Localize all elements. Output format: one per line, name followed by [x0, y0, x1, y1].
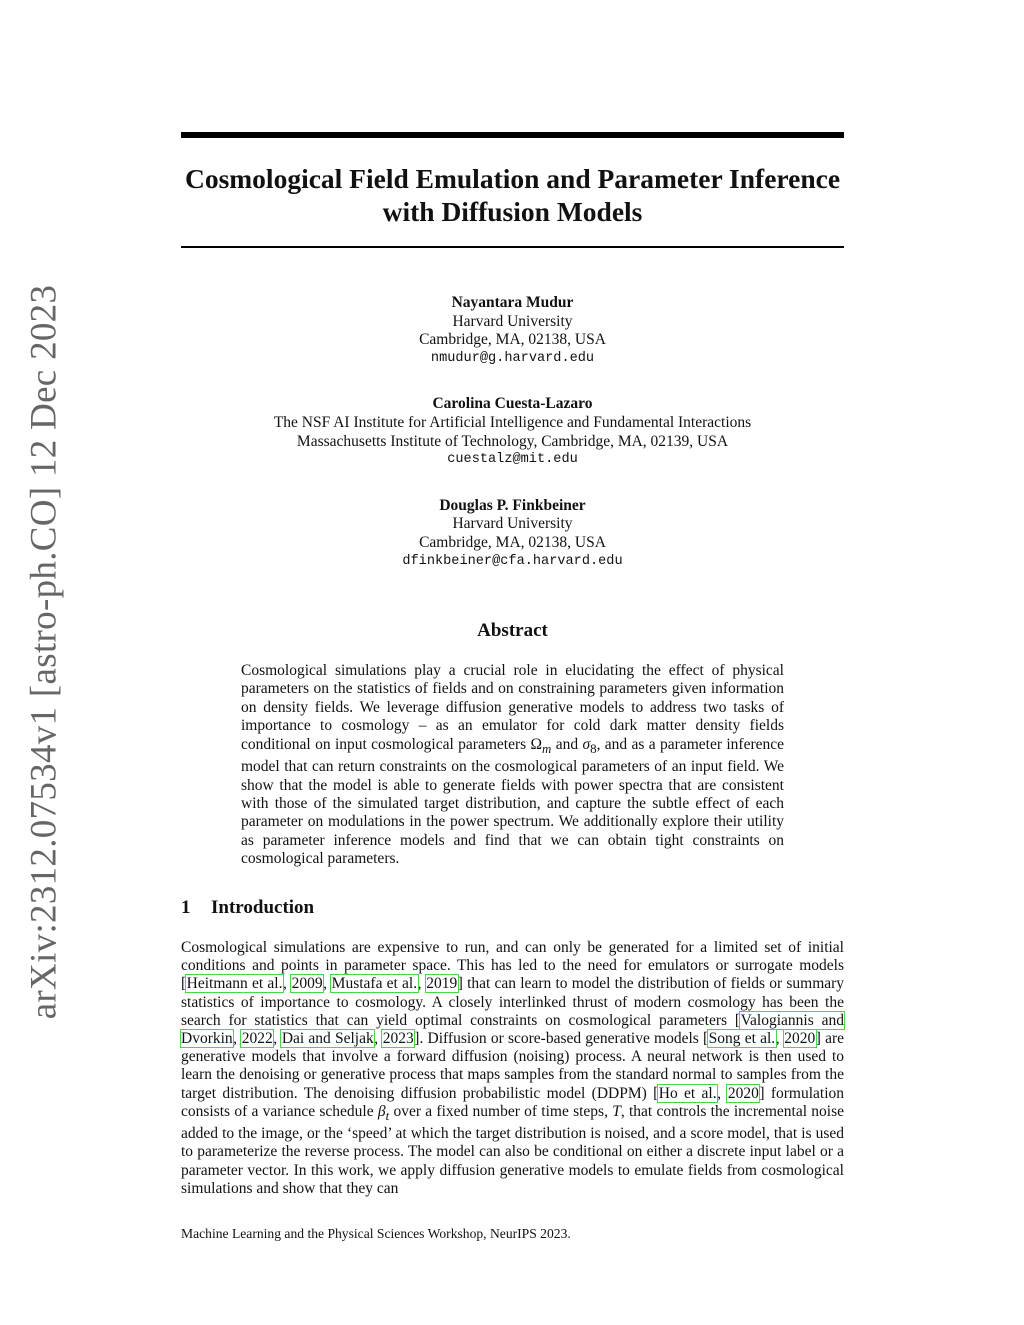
- section-heading-introduction: [181, 897, 314, 919]
- author-block: [181, 497, 844, 571]
- author-block: [181, 395, 844, 469]
- citation-link[interactable]: Valogiannis and Dvorkin: [181, 1011, 844, 1048]
- author-affiliation: Massachusetts Institute of Technology, Cambridge, MA, 02139, USA: [296, 432, 729, 450]
- citation-link[interactable]: Ho et al.: [658, 1084, 717, 1102]
- introduction-body: Cosmological simulations are expensive to run, and can only be generated for a limited set of initial conditions and points in parameter space. This has led to the need for emulators or surrogate models [Heitmann et al., 2009, Mustafa et al., 2019] that can learn to model the distribution of fields or summary statistics of importance to cosmology. A closely interlinked thrust of modern cosmology has been the search for statistics that can yield optimal constraints on cosmological parameters [Valogiannis and Dvorkin, 2022, Dai and Seljak, 2023]. Diffusion or score-based generative models [Song et al., 2020] are generative models that involve a forward diffusion (noising) process. A neural network is then used to learn the denoising or generative process that maps samples from the standard normal to samples from the target distribution. The denoising diffusion probabilistic model (DDPM) [Ho et al., 2020] formulation consists of a variance schedule $\beta_t$ over a fixed number of time steps, T, that controls the incremental noise added to the image, or the ‘speed’ at which the target distribution is noised, and a score model, that is used to parameterize the reverse process. The model can also be conditional on either a discrete input label or a parameter vector. In this work, we apply diffusion generative models to emulate fields from cosmological simulations and show that they can: [181, 939, 845, 1197]
- citation-link[interactable]: 2009: [291, 975, 323, 993]
- author-list: [181, 294, 844, 598]
- sigma-subscript: 8: [590, 740, 597, 756]
- author-block: [181, 294, 844, 368]
- author-affiliation: Harvard University: [452, 312, 573, 330]
- title-rule-bottom: [181, 246, 844, 248]
- author-email[interactable]: dfinkbeiner@cfa.harvard.edu: [402, 553, 623, 569]
- intro-text: ]. Diffusion or score-based generative models [: [414, 1030, 709, 1048]
- citation-link[interactable]: Dai and Seljak: [281, 1030, 374, 1048]
- citation-link[interactable]: 2019: [426, 975, 458, 993]
- sigma-letter: σ: [582, 735, 591, 753]
- author-affiliation: Cambridge, MA, 02138, USA: [419, 331, 606, 349]
- intro-text: over a fixed number of time steps,: [389, 1102, 613, 1120]
- beta-letter: β: [377, 1102, 386, 1120]
- intro-text: ] that can learn to model the distribution of fields or summary statistics of importance to cosmology. A closely interlinked thrust of modern cosmology has been the search for statistics that can yield optimal constraints on cosmological parameters [: [181, 975, 845, 1029]
- citation-link[interactable]: Song et al.: [708, 1030, 776, 1048]
- citation-link[interactable]: 2023: [382, 1030, 414, 1048]
- abstract-text: and: [551, 735, 583, 753]
- section-number: 1: [181, 897, 191, 918]
- abstract-text: Cosmological simulations play a crucial role in elucidating the effect of physical parameters on the statistics of fields and on constraining parameters given information on density fields. We leverage diffusion generative models to address two tasks of importance to cosmology – as an emulator for cold dark matter density fields conditional on input cosmological parameters: [241, 662, 784, 753]
- citation-link[interactable]: Mustafa et al.: [331, 975, 418, 993]
- citation-link[interactable]: 2020: [784, 1030, 816, 1048]
- author-name: Nayantara Mudur: [451, 294, 574, 311]
- beta-symbol: [377, 1102, 390, 1123]
- author-name: Carolina Cuesta-Lazaro: [432, 395, 593, 413]
- title-rule-top: [181, 132, 844, 138]
- abstract-body: [241, 662, 784, 869]
- author-name: Douglas P. Finkbeiner: [439, 496, 586, 514]
- omega-letter: Ω: [530, 735, 543, 753]
- intro-text: Cosmological simulations are expensive to run, and can only be generated for a limited set of initial conditions and points in parameter space. This has led to the need for emulators or surrogate models [: [181, 939, 844, 993]
- author-affiliation: Harvard University: [452, 515, 573, 533]
- intro-text: , that controls the incremental noise added to the image, or the ‘speed’ at which the target distribution is noised, and a score model, that is used to parameterize the reverse process. The model can also be conditional on either a discrete input label or a parameter vector. In this work, we apply diffusion generative models to emulate fields from cosmological simulations and show that they can: [181, 1102, 845, 1197]
- citation-link[interactable]: 2020: [727, 1084, 759, 1102]
- author-email[interactable]: cuestalz@mit.edu: [447, 452, 578, 468]
- footer-venue: Machine Learning and the Physical Sciences Workshop, NeurIPS 2023.: [181, 1226, 571, 1241]
- citation-link[interactable]: 2022: [241, 1030, 273, 1048]
- author-affiliation: The NSF AI Institute for Artificial Intelligence and Fundamental Interactions: [273, 413, 752, 431]
- omega-subscript: m: [542, 740, 552, 756]
- citation-link[interactable]: Heitmann et al.: [186, 975, 283, 993]
- abstract-heading: Abstract: [477, 620, 548, 641]
- sigma-symbol: [582, 735, 597, 756]
- abstract-text: , and as a parameter inference model that can return constraints on the cosmological parameters of an input field. We show that the model is able to generate fields with power spectra that are consistent with those of the simulated target distribution, and capture the subtle effect of each parameter on modulations in the power spectrum. We additionally explore their utility as parameter inference models and find that we can obtain tight constraints on cosmological parameters.: [241, 735, 784, 868]
- T-symbol: T: [612, 1102, 621, 1120]
- section-title: Introduction: [211, 897, 315, 918]
- author-affiliation: Cambridge, MA, 02138, USA: [419, 533, 606, 551]
- author-email[interactable]: nmudur@g.harvard.edu: [430, 350, 595, 366]
- intro-text: ] are generative models that involve a forward diffusion (noising) process. A neural network is then used to learn the denoising or generative process that maps samples from the standard normal to samples from the target distribution. The denoising diffusion probabilistic model (DDPM) [: [181, 1030, 845, 1102]
- beta-subscript: t: [385, 1107, 390, 1123]
- intro-text: ] formulation consists of a variance schedule: [181, 1084, 844, 1120]
- arxiv-identifier-stamp: arXiv:2312.07534v1 [astro-ph.CO] 12 Dec 2023: [23, 284, 65, 1020]
- paper-title: Cosmological Field Emulation and Parameter Inference with Diffusion Models: [184, 163, 841, 227]
- omega-symbol: [530, 735, 552, 756]
